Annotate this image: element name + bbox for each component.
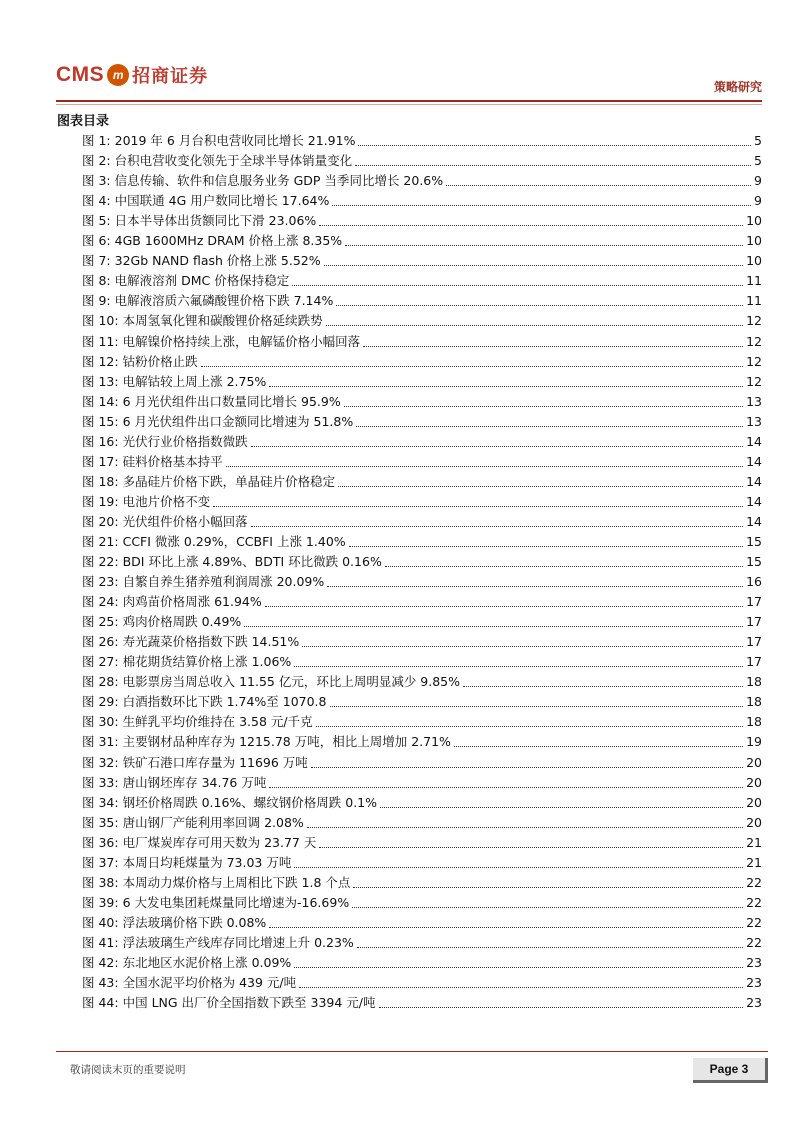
toc-dot-leader [251,446,743,447]
toc-figure-number: 图 41: [82,934,119,950]
toc-figure-title: 肉鸡苗价格周涨 61.94% [122,594,262,610]
toc-figure-number: 图 14: [82,393,119,409]
toc-page-number: 9 [754,173,762,189]
toc-dot-leader [265,606,743,607]
toc-figure-title: 唐山钢厂产能利用率回调 2.08% [122,814,304,830]
toc-figure-number: 图 38: [82,874,119,890]
page-header [56,58,762,102]
toc-figure-number: 图 27: [82,654,119,670]
toc-entry[interactable] [82,913,762,933]
toc-page-number: 16 [746,574,762,590]
toc-page-number: 23 [746,975,762,991]
toc-entry[interactable] [82,632,762,652]
toc-dot-leader [292,285,743,286]
toc-page-number: 12 [746,353,762,369]
toc-figure-number: 图 16: [82,433,119,449]
toc-figure-number: 图 6: [82,233,111,249]
toc-dot-leader [332,205,751,206]
toc-figure-title: 电池片价格不变 [122,493,211,509]
toc-figure-title: 浮法玻璃价格下跌 0.08% [122,914,267,930]
toc-figure-number: 图 44: [82,995,119,1011]
toc-figure-title: 棉花期货结算价格上涨 1.06% [122,654,292,670]
toc-figure-number: 图 36: [82,834,119,850]
toc-page-number: 14 [746,513,762,529]
toc-dot-leader [251,526,743,527]
header-divider-light [56,104,762,105]
toc-dot-leader [454,746,743,747]
toc-entry[interactable] [82,432,762,452]
toc-figure-title: 本周动力煤价格与上周相比下跌 1.8 个点 [122,874,351,890]
toc-page-number: 11 [746,293,762,309]
toc-dot-leader [319,847,743,848]
toc-dot-leader [353,887,743,888]
toc-dot-leader [294,967,743,968]
toc-figure-title: 中国联通 4G 用户数同比增长 17.64% [114,193,330,209]
toc-page-number: 10 [746,213,762,229]
toc-figure-number: 图 8: [82,273,111,289]
toc-figure-number: 图 35: [82,814,119,830]
toc-page-number: 22 [746,934,762,950]
toc-figure-title: 铁矿石港口库存量为 11696 万吨 [122,754,308,770]
toc-page-number: 22 [746,874,762,890]
toc-entry[interactable] [82,893,762,913]
toc-entry[interactable] [82,171,762,191]
toc-figure-title: 4GB 1600MHz DRAM 价格上涨 8.35% [114,233,343,249]
toc-page-number: 18 [746,694,762,710]
toc-entry[interactable] [82,612,762,632]
toc-figure-title: 鸡肉价格周跌 0.49% [122,614,242,630]
toc-entry[interactable] [82,833,762,853]
toc-page-number: 17 [746,614,762,630]
toc-figure-number: 图 7: [82,253,111,269]
toc-entry[interactable] [82,412,762,432]
toc-figure-title: 唐山钢坯库存 34.76 万吨 [122,774,267,790]
toc-figure-title: 日本半导体出货额同比下滑 23.06% [114,213,317,229]
toc-page-number: 22 [746,894,762,910]
toc-entry[interactable] [82,592,762,612]
toc-entry[interactable] [82,813,762,833]
toc-page-number: 12 [746,333,762,349]
toc-figure-title: 6 大发电集团耗煤量同比增速为-16.69% [122,894,350,910]
toc-figure-number: 图 13: [82,373,119,389]
toc-page-number: 14 [746,473,762,489]
toc-page-number: 17 [746,654,762,670]
toc-page-number: 14 [746,493,762,509]
toc-page-number: 21 [746,834,762,850]
toc-figure-title: 32Gb NAND flash 价格上涨 5.52% [114,253,321,269]
toc-page-number: 17 [746,634,762,650]
toc-dot-leader [358,145,751,146]
toc-dot-leader [316,726,744,727]
toc-entry[interactable] [82,251,762,271]
toc-figure-title: 钴粉价格止跌 [122,353,198,369]
toc-figure-number: 图 19: [82,493,119,509]
toc-figure-number: 图 33: [82,774,119,790]
toc-figure-title: 本周氢氧化锂和碳酸锂价格延续跌势 [122,313,323,329]
toc-page-number: 18 [746,674,762,690]
toc-figure-number: 图 17: [82,453,119,469]
toc-entry[interactable] [82,492,762,512]
logo-chinese: 招商证券 [132,66,209,87]
cms-logo [56,60,208,90]
toc-entry[interactable] [82,191,762,211]
toc-figure-title: 电解液溶质六氟磷酸锂价格下跌 7.14% [114,293,334,309]
toc-figure-number: 图 34: [82,794,119,810]
toc-dot-leader [307,827,743,828]
toc-figure-number: 图 42: [82,954,119,970]
toc-entry[interactable] [82,231,762,251]
toc-entry[interactable] [82,552,762,572]
toc-entry[interactable] [82,131,762,151]
page-footer [56,1051,768,1091]
toc-entry[interactable] [82,652,762,672]
toc-entry[interactable] [82,352,762,372]
document-type: 策略研究 [713,80,762,94]
toc-dot-leader [294,666,743,667]
toc-dot-leader [269,927,743,928]
toc-dot-leader [363,346,743,347]
toc-entry[interactable] [82,873,762,893]
toc-dot-leader [226,466,743,467]
toc-dot-leader [338,486,743,487]
toc-page-number: 12 [746,313,762,329]
disclaimer-note: 敬请阅读末页的重要说明 [70,1064,186,1076]
toc-entry[interactable] [82,532,762,552]
toc-figure-number: 图 26: [82,634,119,650]
toc-figure-number: 图 25: [82,614,119,630]
toc-entry[interactable] [82,372,762,392]
section-title: 图表目录 [57,114,110,129]
toc-figure-title: 白酒指数环比下跌 1.74%至 1070.8 [122,694,327,710]
toc-page-number: 14 [746,453,762,469]
toc-entry[interactable] [82,512,762,532]
toc-entry[interactable] [82,953,762,973]
toc-page-number: 5 [754,133,762,149]
toc-page-number: 15 [746,533,762,549]
toc-dot-leader [336,305,743,306]
toc-dot-leader [356,426,743,427]
toc-page-number: 10 [746,253,762,269]
toc-page-number: 10 [746,233,762,249]
toc-figure-number: 图 28: [82,674,119,690]
logo-latin: CMS [56,63,105,86]
toc-dot-leader [345,245,743,246]
logo-mark-icon: m [107,64,129,86]
toc-figure-title: 浮法玻璃生产线库存同比增速上升 0.23% [122,934,354,950]
toc-page-number: 13 [746,393,762,409]
toc-figure-number: 图 43: [82,975,119,991]
toc-figure-title: 光伏组件价格小幅回落 [122,513,248,529]
toc-figure-number: 图 24: [82,594,119,610]
toc-entry[interactable] [82,271,762,291]
toc-dot-leader [446,185,751,186]
toc-figure-title: 主要钢材品种库存为 1215.78 万吨，相比上周增加 2.71% [122,734,451,750]
toc-figure-number: 图 39: [82,894,119,910]
toc-figure-number: 图 15: [82,413,119,429]
toc-dot-leader [463,686,743,687]
toc-page-number: 20 [746,814,762,830]
toc-dot-leader [380,807,743,808]
toc-page-number: 5 [754,153,762,169]
toc-page-number: 11 [746,273,762,289]
toc-dot-leader [269,787,743,788]
toc-figure-title: 电解液溶剂 DMC 价格保持稳定 [114,273,290,289]
toc-dot-leader [302,646,743,647]
toc-page-number: 20 [746,794,762,810]
toc-dot-leader [357,947,743,948]
toc-figure-title: 东北地区水泥价格上涨 0.09% [122,954,292,970]
toc-figure-title: 电解镍价格持续上涨，电解锰价格小幅回落 [122,333,361,349]
toc-dot-leader [330,706,744,707]
toc-figure-number: 图 18: [82,473,119,489]
toc-dot-leader [379,1007,744,1008]
toc-dot-leader [319,225,743,226]
toc-page-number: 21 [746,854,762,870]
toc-entry[interactable] [82,472,762,492]
toc-dot-leader [352,907,743,908]
toc-figure-number: 图 37: [82,854,119,870]
toc-entry[interactable] [82,672,762,692]
toc-entry[interactable] [82,572,762,592]
toc-figure-title: 6 月光伏组件出口数量同比增长 95.9% [122,393,341,409]
toc-dot-leader [327,586,743,587]
toc-entry[interactable] [82,993,762,1013]
toc-entry[interactable] [82,973,762,993]
toc-figure-title: 寿光蔬菜价格指数下跌 14.51% [122,634,300,650]
toc-figure-number: 图 2: [82,153,111,169]
toc-entry[interactable] [82,211,762,231]
toc-entry[interactable] [82,732,762,752]
toc-dot-leader [269,386,743,387]
toc-figure-number: 图 3: [82,173,111,189]
toc-figure-number: 图 40: [82,914,119,930]
toc-figure-title: 多晶硅片价格下跌，单晶硅片价格稳定 [122,473,336,489]
toc-figure-number: 图 4: [82,193,111,209]
toc-figure-number: 图 22: [82,554,119,570]
toc-dot-leader [324,265,743,266]
toc-page-number: 20 [746,774,762,790]
toc-entry[interactable] [82,311,762,331]
toc-figure-title: 本周日均耗煤量为 73.03 万吨 [122,854,292,870]
toc-page-number: 22 [746,914,762,930]
toc-page-number: 15 [746,554,762,570]
toc-entry[interactable] [82,692,762,712]
toc-page-number: 13 [746,413,762,429]
toc-figure-number: 图 31: [82,734,119,750]
toc-entry[interactable] [82,452,762,472]
toc-page-number: 9 [754,193,762,209]
toc-entry[interactable] [82,752,762,772]
toc-figure-number: 图 20: [82,513,119,529]
toc-figure-number: 图 10: [82,313,119,329]
footer-divider [56,1051,768,1052]
toc-figure-title: 自繁自养生猪养殖利润周涨 20.09% [122,574,325,590]
toc-entry[interactable] [82,853,762,873]
figure-index-list [82,131,762,1013]
toc-entry[interactable] [82,793,762,813]
toc-figure-title: 信息传输、软件和信息服务业务 GDP 当季同比增长 20.6% [114,173,444,189]
toc-dot-leader [311,767,743,768]
toc-entry[interactable] [82,392,762,412]
toc-figure-title: 钢坯价格周跌 0.16%、螺纹钢价格周跌 0.1% [122,794,378,810]
toc-entry[interactable] [82,712,762,732]
toc-figure-title: 2019 年 6 月台积电营收同比增长 21.91% [114,133,356,149]
toc-dot-leader [244,626,743,627]
toc-page-number: 23 [746,995,762,1011]
toc-page-number: 20 [746,754,762,770]
toc-dot-leader [385,566,743,567]
toc-page-number: 23 [746,954,762,970]
toc-entry[interactable] [82,291,762,311]
header-divider [56,100,762,102]
toc-figure-number: 图 23: [82,574,119,590]
toc-figure-number: 图 1: [82,133,111,149]
toc-entry[interactable] [82,933,762,953]
toc-figure-title: 电影票房当周总收入 11.55 亿元，环比上周明显减少 9.85% [122,674,461,690]
toc-figure-title: BDI 环比上涨 4.89%、BDTI 环比微跌 0.16% [122,554,382,570]
toc-dot-leader [213,506,743,507]
toc-dot-leader [326,325,743,326]
toc-figure-title: 中国 LNG 出厂价全国指数下跌至 3394 元/吨 [122,995,376,1011]
toc-figure-title: 光伏行业价格指数微跌 [122,433,248,449]
toc-figure-number: 图 5: [82,213,111,229]
toc-figure-title: 6 月光伏组件出口金额同比增速为 51.8% [122,413,354,429]
toc-dot-leader [355,165,751,166]
toc-figure-title: 电解钴较上周上涨 2.75% [122,373,267,389]
toc-page-number: 14 [746,433,762,449]
toc-dot-leader [349,546,743,547]
toc-figure-title: 全国水泥平均价格为 439 元/吨 [122,975,297,991]
toc-figure-number: 图 30: [82,714,119,730]
toc-page-number: 19 [746,734,762,750]
toc-page-number: 18 [746,714,762,730]
toc-entry[interactable] [82,773,762,793]
toc-figure-number: 图 11: [82,333,119,349]
toc-page-number: 17 [746,594,762,610]
toc-entry[interactable] [82,331,762,351]
toc-page-number: 12 [746,373,762,389]
toc-figure-number: 图 12: [82,353,119,369]
toc-dot-leader [201,366,743,367]
toc-dot-leader [299,987,743,988]
toc-figure-number: 图 32: [82,754,119,770]
toc-dot-leader [294,867,743,868]
toc-entry[interactable] [82,151,762,171]
toc-figure-title: 硅料价格基本持平 [122,453,223,469]
toc-figure-title: CCFI 微涨 0.29%，CCBFI 上涨 1.40% [122,533,346,549]
toc-figure-number: 图 29: [82,694,119,710]
page-number-badge: Page 3 [693,1058,768,1083]
toc-figure-number: 图 9: [82,293,111,309]
toc-figure-number: 图 21: [82,533,119,549]
toc-figure-title: 生鲜乳平均价维持在 3.58 元/千克 [122,714,313,730]
toc-figure-title: 台积电营收变化领先于全球半导体销量变化 [114,153,353,169]
toc-figure-title: 电厂煤炭库存可用天数为 23.77 天 [122,834,317,850]
toc-dot-leader [344,406,743,407]
